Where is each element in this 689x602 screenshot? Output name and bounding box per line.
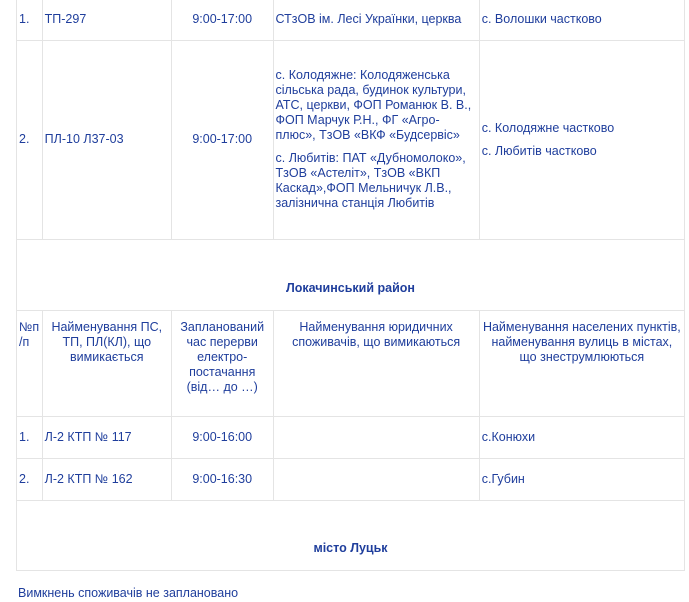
outage-time: 9:00-16:00	[171, 416, 273, 458]
consumers	[273, 458, 479, 500]
table-row	[17, 0, 685, 40]
consumers-kolodyazhne: с. Колодяжне: Колодяженська сільська рада, будинок культури, АТС, церкви, ФОП Романюк В. В., ФОП Марчук Р.Н., ФГ «Агро-плюс», ТзОВ «ВКФ «Будсервіс»	[275, 68, 472, 142]
district-title-lutsk: місто Луцьк	[17, 500, 685, 570]
row-number: 1.	[17, 0, 43, 40]
header-line-name: Найменування ПС, ТП, ПЛ(КЛ), що вимикається	[42, 310, 171, 416]
row-number: 2.	[17, 40, 43, 239]
consumers	[273, 416, 479, 458]
district-row	[17, 239, 685, 310]
consumers-lyubytiv: с. Любитів: ПАТ «Дубномолоко», ТзОВ «Астеліт», ТзОВ «ВКП Каскад»,ФОП Мельничук Л.В., залізнична станція Любитів	[275, 151, 466, 210]
table-row	[17, 40, 685, 239]
consumers: СТзОВ ім. Лесі Українки, церква	[273, 0, 479, 40]
settlements: с.Губин	[479, 458, 684, 500]
row-number: 1.	[17, 416, 43, 458]
table-row	[17, 458, 685, 500]
outage-table	[16, 0, 685, 571]
line-name: Л-2 КТП № 117	[42, 416, 171, 458]
district-row	[17, 500, 685, 570]
district-title-lokachi: Локачинський район	[17, 239, 685, 310]
settlements	[479, 40, 684, 239]
table-header-row	[17, 310, 685, 416]
line-name: Л-2 КТП № 162	[42, 458, 171, 500]
line-name: ТП-297	[42, 0, 171, 40]
row-number: 2.	[17, 458, 43, 500]
settlements: с. Волошки частково	[479, 0, 684, 40]
settlements: с.Конюхи	[479, 416, 684, 458]
header-consumers: Найменування юридичних споживачів, що вимикаються	[273, 310, 479, 416]
outage-time: 9:00-16:30	[171, 458, 273, 500]
lutsk-note: Вимкнень споживачів не заплановано	[18, 586, 239, 600]
outage-time: 9:00-17:00	[171, 40, 273, 239]
header-number: №п/п	[17, 310, 43, 416]
consumers	[273, 40, 479, 239]
header-settlements: Найменування населених пунктів, найменування вулиць в містах, що знеструмлюються	[479, 310, 684, 416]
header-outage-time: Запланований час перерви електро-постачання (від… до …)	[171, 310, 273, 416]
line-name: ПЛ-10 Л37-03	[42, 40, 171, 239]
outage-time: 9:00-17:00	[171, 0, 273, 40]
settlement-kolodyazhne: с. Колодяжне частково	[481, 120, 615, 135]
table-row	[17, 416, 685, 458]
settlement-lyubytiv: с. Любитів частково	[481, 143, 597, 158]
